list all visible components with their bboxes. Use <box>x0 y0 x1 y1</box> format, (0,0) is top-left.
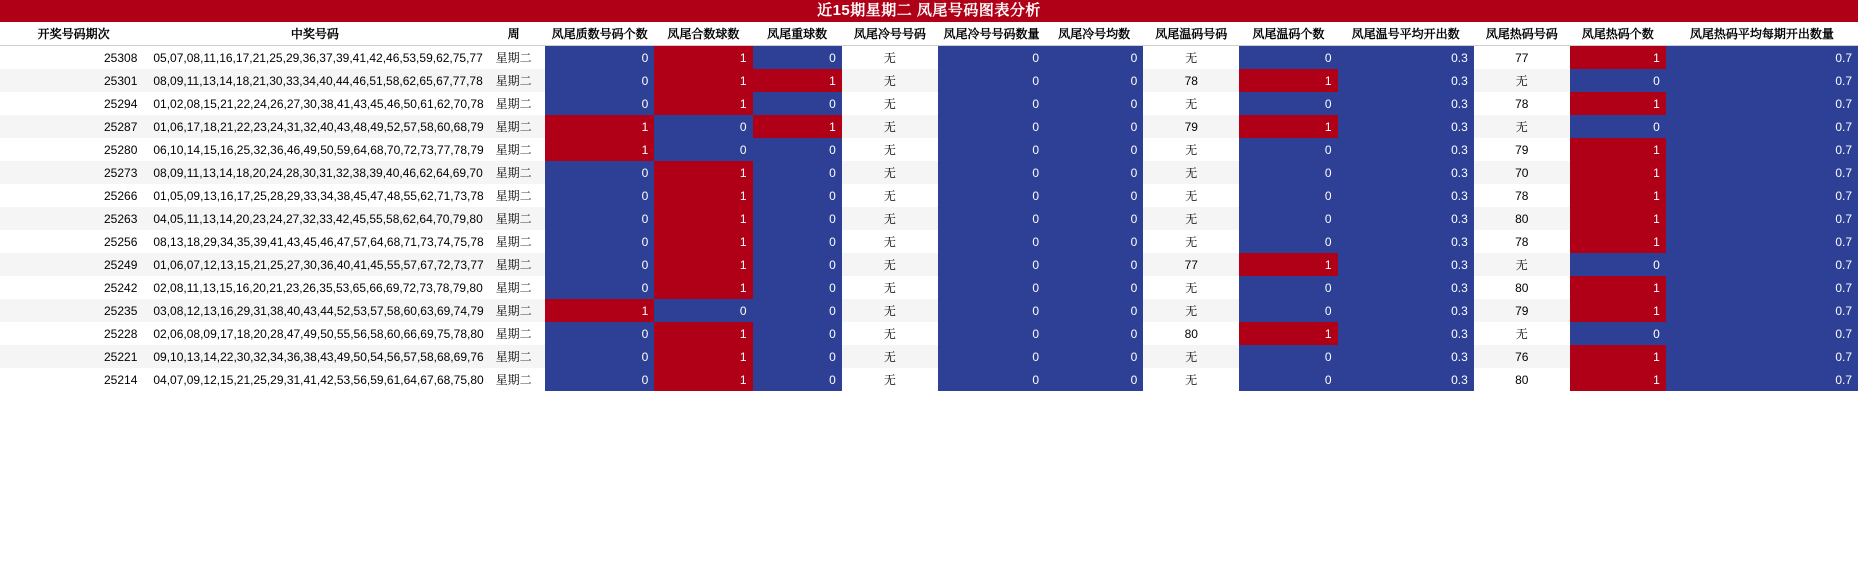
cell-cold-average: 0 <box>1045 276 1143 299</box>
cell-hot-number: 78 <box>1474 184 1570 207</box>
cell-cold-count: 0 <box>938 345 1045 368</box>
cell-composite-count: 1 <box>654 230 752 253</box>
cell-issue: 25301 <box>0 69 147 92</box>
cell-hot-average: 0.7 <box>1666 115 1858 138</box>
cell-composite-count: 1 <box>654 207 752 230</box>
cell-cold-average: 0 <box>1045 368 1143 391</box>
cell-winning-numbers: 08,13,18,29,34,35,39,41,43,45,46,47,57,64,68,71,73,74,75,78 <box>147 230 482 253</box>
header-row <box>0 22 1858 46</box>
cell-prime-count: 0 <box>545 207 654 230</box>
cell-warm-average: 0.3 <box>1338 322 1474 345</box>
cell-hot-count: 0 <box>1570 322 1666 345</box>
page-title: 近15期星期二 凤尾号码图表分析 <box>0 0 1858 22</box>
cell-prime-count: 1 <box>545 115 654 138</box>
cell-week: 星期二 <box>482 46 545 70</box>
cell-hot-average: 0.7 <box>1666 161 1858 184</box>
cell-hot-number: 78 <box>1474 92 1570 115</box>
cell-cold-count: 0 <box>938 299 1045 322</box>
cell-cold-count: 0 <box>938 276 1045 299</box>
cell-cold-number: 无 <box>842 115 938 138</box>
cell-winning-numbers: 04,05,11,13,14,20,23,24,27,32,33,42,45,55,58,62,64,70,79,80 <box>147 207 482 230</box>
col-repeat-count: 凤尾重球数 <box>753 22 842 46</box>
table-row <box>0 138 1858 161</box>
cell-composite-count: 1 <box>654 253 752 276</box>
col-prime-count: 凤尾质数号码个数 <box>545 22 654 46</box>
cell-hot-count: 1 <box>1570 138 1666 161</box>
cell-cold-number: 无 <box>842 253 938 276</box>
cell-prime-count: 0 <box>545 161 654 184</box>
cell-cold-number: 无 <box>842 299 938 322</box>
cell-issue: 25287 <box>0 115 147 138</box>
cell-composite-count: 1 <box>654 46 752 70</box>
cell-warm-average: 0.3 <box>1338 115 1474 138</box>
table-row <box>0 276 1858 299</box>
cell-prime-count: 0 <box>545 253 654 276</box>
cell-cold-count: 0 <box>938 253 1045 276</box>
cell-warm-number: 无 <box>1143 161 1239 184</box>
cell-warm-count: 0 <box>1239 92 1337 115</box>
cell-hot-average: 0.7 <box>1666 322 1858 345</box>
cell-warm-average: 0.3 <box>1338 69 1474 92</box>
cell-warm-average: 0.3 <box>1338 207 1474 230</box>
cell-winning-numbers: 01,05,09,13,16,17,25,28,29,33,34,38,45,47,48,55,62,71,73,78 <box>147 184 482 207</box>
cell-prime-count: 0 <box>545 345 654 368</box>
cell-prime-count: 0 <box>545 322 654 345</box>
lottery-analysis-table <box>0 22 1858 391</box>
cell-warm-average: 0.3 <box>1338 138 1474 161</box>
cell-cold-count: 0 <box>938 184 1045 207</box>
cell-hot-count: 1 <box>1570 230 1666 253</box>
cell-issue: 25280 <box>0 138 147 161</box>
cell-warm-average: 0.3 <box>1338 299 1474 322</box>
cell-week: 星期二 <box>482 368 545 391</box>
cell-hot-count: 1 <box>1570 299 1666 322</box>
cell-hot-average: 0.7 <box>1666 276 1858 299</box>
cell-week: 星期二 <box>482 184 545 207</box>
cell-week: 星期二 <box>482 138 545 161</box>
cell-cold-number: 无 <box>842 69 938 92</box>
cell-cold-count: 0 <box>938 138 1045 161</box>
cell-repeat-count: 1 <box>753 69 842 92</box>
col-cold-average: 凤尾冷号均数 <box>1045 22 1143 46</box>
cell-composite-count: 1 <box>654 92 752 115</box>
cell-week: 星期二 <box>482 299 545 322</box>
table-row <box>0 46 1858 70</box>
cell-hot-number: 无 <box>1474 322 1570 345</box>
cell-week: 星期二 <box>482 345 545 368</box>
cell-issue: 25266 <box>0 184 147 207</box>
cell-warm-average: 0.3 <box>1338 253 1474 276</box>
cell-issue: 25214 <box>0 368 147 391</box>
table-row <box>0 368 1858 391</box>
table-row <box>0 322 1858 345</box>
table-row <box>0 69 1858 92</box>
cell-warm-number: 无 <box>1143 230 1239 253</box>
cell-warm-number: 无 <box>1143 46 1239 70</box>
cell-warm-average: 0.3 <box>1338 46 1474 70</box>
cell-warm-number: 78 <box>1143 69 1239 92</box>
cell-cold-number: 无 <box>842 184 938 207</box>
cell-prime-count: 0 <box>545 368 654 391</box>
cell-hot-count: 1 <box>1570 276 1666 299</box>
cell-cold-count: 0 <box>938 92 1045 115</box>
cell-repeat-count: 0 <box>753 207 842 230</box>
cell-winning-numbers: 01,02,08,15,21,22,24,26,27,30,38,41,43,45,46,50,61,62,70,78 <box>147 92 482 115</box>
cell-composite-count: 1 <box>654 161 752 184</box>
cell-composite-count: 0 <box>654 115 752 138</box>
cell-cold-average: 0 <box>1045 115 1143 138</box>
cell-winning-numbers: 03,08,12,13,16,29,31,38,40,43,44,52,53,57,58,60,63,69,74,79 <box>147 299 482 322</box>
table-row <box>0 230 1858 253</box>
cell-hot-count: 1 <box>1570 207 1666 230</box>
cell-week: 星期二 <box>482 322 545 345</box>
cell-prime-count: 0 <box>545 184 654 207</box>
cell-hot-average: 0.7 <box>1666 92 1858 115</box>
cell-week: 星期二 <box>482 207 545 230</box>
cell-warm-count: 1 <box>1239 253 1337 276</box>
cell-repeat-count: 0 <box>753 230 842 253</box>
cell-cold-number: 无 <box>842 276 938 299</box>
col-winning-numbers: 中奖号码 <box>147 22 482 46</box>
table-row <box>0 115 1858 138</box>
table-row <box>0 161 1858 184</box>
table-header <box>0 22 1858 46</box>
cell-week: 星期二 <box>482 92 545 115</box>
cell-hot-average: 0.7 <box>1666 345 1858 368</box>
cell-hot-number: 79 <box>1474 299 1570 322</box>
cell-warm-average: 0.3 <box>1338 92 1474 115</box>
cell-prime-count: 0 <box>545 230 654 253</box>
cell-issue: 25249 <box>0 253 147 276</box>
col-hot-number: 凤尾热码号码 <box>1474 22 1570 46</box>
cell-cold-count: 0 <box>938 46 1045 70</box>
cell-cold-count: 0 <box>938 69 1045 92</box>
cell-repeat-count: 1 <box>753 115 842 138</box>
cell-prime-count: 0 <box>545 92 654 115</box>
cell-week: 星期二 <box>482 276 545 299</box>
cell-issue: 25228 <box>0 322 147 345</box>
cell-hot-average: 0.7 <box>1666 184 1858 207</box>
cell-hot-number: 79 <box>1474 138 1570 161</box>
cell-warm-count: 0 <box>1239 46 1337 70</box>
cell-hot-number: 76 <box>1474 345 1570 368</box>
cell-warm-number: 无 <box>1143 138 1239 161</box>
cell-warm-count: 1 <box>1239 115 1337 138</box>
cell-cold-number: 无 <box>842 138 938 161</box>
table-row <box>0 299 1858 322</box>
cell-warm-count: 0 <box>1239 368 1337 391</box>
cell-cold-average: 0 <box>1045 345 1143 368</box>
table-row <box>0 253 1858 276</box>
cell-issue: 25235 <box>0 299 147 322</box>
cell-winning-numbers: 08,09,11,13,14,18,20,24,28,30,31,32,38,39,40,46,62,64,69,70 <box>147 161 482 184</box>
cell-warm-number: 无 <box>1143 276 1239 299</box>
cell-hot-average: 0.7 <box>1666 207 1858 230</box>
cell-warm-count: 0 <box>1239 138 1337 161</box>
cell-warm-average: 0.3 <box>1338 230 1474 253</box>
cell-week: 星期二 <box>482 161 545 184</box>
cell-hot-average: 0.7 <box>1666 253 1858 276</box>
cell-cold-count: 0 <box>938 161 1045 184</box>
cell-warm-number: 80 <box>1143 322 1239 345</box>
cell-hot-count: 1 <box>1570 345 1666 368</box>
cell-hot-number: 70 <box>1474 161 1570 184</box>
cell-prime-count: 0 <box>545 69 654 92</box>
cell-composite-count: 1 <box>654 69 752 92</box>
cell-issue: 25263 <box>0 207 147 230</box>
cell-cold-average: 0 <box>1045 184 1143 207</box>
cell-cold-average: 0 <box>1045 253 1143 276</box>
cell-repeat-count: 0 <box>753 368 842 391</box>
cell-week: 星期二 <box>482 69 545 92</box>
cell-hot-average: 0.7 <box>1666 299 1858 322</box>
cell-hot-number: 78 <box>1474 230 1570 253</box>
cell-issue: 25308 <box>0 46 147 70</box>
cell-warm-number: 无 <box>1143 92 1239 115</box>
col-warm-average: 凤尾温号平均开出数 <box>1338 22 1474 46</box>
table-row <box>0 184 1858 207</box>
cell-cold-average: 0 <box>1045 92 1143 115</box>
cell-hot-count: 1 <box>1570 184 1666 207</box>
cell-hot-count: 1 <box>1570 92 1666 115</box>
cell-warm-number: 无 <box>1143 207 1239 230</box>
cell-cold-average: 0 <box>1045 161 1143 184</box>
cell-issue: 25294 <box>0 92 147 115</box>
cell-hot-number: 77 <box>1474 46 1570 70</box>
cell-repeat-count: 0 <box>753 345 842 368</box>
cell-repeat-count: 0 <box>753 322 842 345</box>
cell-warm-number: 无 <box>1143 299 1239 322</box>
cell-prime-count: 0 <box>545 46 654 70</box>
cell-warm-number: 无 <box>1143 184 1239 207</box>
cell-cold-count: 0 <box>938 368 1045 391</box>
cell-hot-number: 80 <box>1474 276 1570 299</box>
cell-composite-count: 1 <box>654 322 752 345</box>
cell-repeat-count: 0 <box>753 161 842 184</box>
cell-cold-count: 0 <box>938 322 1045 345</box>
cell-repeat-count: 0 <box>753 253 842 276</box>
cell-cold-number: 无 <box>842 161 938 184</box>
cell-cold-average: 0 <box>1045 322 1143 345</box>
cell-cold-count: 0 <box>938 115 1045 138</box>
cell-warm-average: 0.3 <box>1338 161 1474 184</box>
cell-hot-count: 1 <box>1570 368 1666 391</box>
cell-repeat-count: 0 <box>753 46 842 70</box>
col-hot-average: 凤尾热码平均每期开出数量 <box>1666 22 1858 46</box>
cell-cold-average: 0 <box>1045 207 1143 230</box>
cell-repeat-count: 0 <box>753 92 842 115</box>
cell-cold-average: 0 <box>1045 230 1143 253</box>
cell-winning-numbers: 01,06,17,18,21,22,23,24,31,32,40,43,48,49,52,57,58,60,68,79 <box>147 115 482 138</box>
table-body <box>0 46 1858 392</box>
cell-hot-average: 0.7 <box>1666 138 1858 161</box>
cell-winning-numbers: 06,10,14,15,16,25,32,36,46,49,50,59,64,68,70,72,73,77,78,79 <box>147 138 482 161</box>
cell-cold-count: 0 <box>938 230 1045 253</box>
cell-warm-count: 0 <box>1239 299 1337 322</box>
col-hot-count: 凤尾热码个数 <box>1570 22 1666 46</box>
cell-cold-number: 无 <box>842 230 938 253</box>
cell-warm-average: 0.3 <box>1338 276 1474 299</box>
cell-repeat-count: 0 <box>753 184 842 207</box>
cell-composite-count: 1 <box>654 276 752 299</box>
cell-warm-average: 0.3 <box>1338 345 1474 368</box>
cell-warm-number: 无 <box>1143 368 1239 391</box>
cell-repeat-count: 0 <box>753 138 842 161</box>
col-composite-count: 凤尾合数球数 <box>654 22 752 46</box>
cell-prime-count: 1 <box>545 138 654 161</box>
col-issue: 开奖号码期次 <box>0 22 147 46</box>
table-row <box>0 345 1858 368</box>
col-cold-number: 凤尾冷号号码 <box>842 22 938 46</box>
cell-composite-count: 1 <box>654 368 752 391</box>
cell-hot-average: 0.7 <box>1666 69 1858 92</box>
cell-cold-number: 无 <box>842 322 938 345</box>
cell-hot-number: 无 <box>1474 253 1570 276</box>
table-row <box>0 207 1858 230</box>
cell-winning-numbers: 08,09,11,13,14,18,21,30,33,34,40,44,46,51,58,62,65,67,77,78 <box>147 69 482 92</box>
cell-week: 星期二 <box>482 115 545 138</box>
cell-warm-count: 0 <box>1239 184 1337 207</box>
cell-warm-count: 0 <box>1239 230 1337 253</box>
cell-hot-number: 无 <box>1474 69 1570 92</box>
cell-cold-number: 无 <box>842 368 938 391</box>
cell-cold-average: 0 <box>1045 299 1143 322</box>
col-warm-count: 凤尾温码个数 <box>1239 22 1337 46</box>
cell-warm-number: 79 <box>1143 115 1239 138</box>
cell-warm-average: 0.3 <box>1338 368 1474 391</box>
cell-hot-number: 80 <box>1474 207 1570 230</box>
cell-cold-average: 0 <box>1045 138 1143 161</box>
cell-issue: 25256 <box>0 230 147 253</box>
cell-cold-count: 0 <box>938 207 1045 230</box>
table-row <box>0 92 1858 115</box>
cell-issue: 25273 <box>0 161 147 184</box>
cell-winning-numbers: 02,06,08,09,17,18,20,28,47,49,50,55,56,58,60,66,69,75,78,80 <box>147 322 482 345</box>
col-week: 周 <box>482 22 545 46</box>
cell-winning-numbers: 05,07,08,11,16,17,21,25,29,36,37,39,41,42,46,53,59,62,75,77 <box>147 46 482 70</box>
cell-warm-count: 0 <box>1239 345 1337 368</box>
cell-composite-count: 0 <box>654 299 752 322</box>
cell-warm-count: 0 <box>1239 161 1337 184</box>
cell-warm-count: 1 <box>1239 69 1337 92</box>
cell-cold-average: 0 <box>1045 46 1143 70</box>
cell-warm-number: 77 <box>1143 253 1239 276</box>
cell-cold-number: 无 <box>842 207 938 230</box>
cell-prime-count: 0 <box>545 276 654 299</box>
cell-cold-number: 无 <box>842 345 938 368</box>
cell-hot-count: 1 <box>1570 161 1666 184</box>
cell-composite-count: 1 <box>654 345 752 368</box>
cell-warm-count: 0 <box>1239 276 1337 299</box>
cell-winning-numbers: 02,08,11,13,15,16,20,21,23,26,35,53,65,66,69,72,73,78,79,80 <box>147 276 482 299</box>
cell-warm-number: 无 <box>1143 345 1239 368</box>
cell-cold-number: 无 <box>842 46 938 70</box>
cell-cold-number: 无 <box>842 92 938 115</box>
cell-composite-count: 1 <box>654 184 752 207</box>
cell-hot-number: 80 <box>1474 368 1570 391</box>
cell-hot-average: 0.7 <box>1666 230 1858 253</box>
cell-issue: 25242 <box>0 276 147 299</box>
cell-prime-count: 1 <box>545 299 654 322</box>
cell-week: 星期二 <box>482 253 545 276</box>
cell-week: 星期二 <box>482 230 545 253</box>
cell-hot-number: 无 <box>1474 115 1570 138</box>
cell-composite-count: 0 <box>654 138 752 161</box>
cell-warm-count: 0 <box>1239 207 1337 230</box>
cell-warm-average: 0.3 <box>1338 184 1474 207</box>
cell-winning-numbers: 04,07,09,12,15,21,25,29,31,41,42,53,56,59,61,64,67,68,75,80 <box>147 368 482 391</box>
col-cold-count: 凤尾冷号号码数量 <box>938 22 1045 46</box>
cell-hot-average: 0.7 <box>1666 368 1858 391</box>
cell-hot-count: 1 <box>1570 46 1666 70</box>
cell-issue: 25221 <box>0 345 147 368</box>
cell-repeat-count: 0 <box>753 299 842 322</box>
cell-hot-count: 0 <box>1570 253 1666 276</box>
col-warm-number: 凤尾温码号码 <box>1143 22 1239 46</box>
cell-hot-count: 0 <box>1570 69 1666 92</box>
cell-winning-numbers: 01,06,07,12,13,15,21,25,27,30,36,40,41,45,55,57,67,72,73,77 <box>147 253 482 276</box>
cell-hot-average: 0.7 <box>1666 46 1858 70</box>
cell-warm-count: 1 <box>1239 322 1337 345</box>
cell-hot-count: 0 <box>1570 115 1666 138</box>
cell-cold-average: 0 <box>1045 69 1143 92</box>
cell-winning-numbers: 09,10,13,14,22,30,32,34,36,38,43,49,50,54,56,57,58,68,69,76 <box>147 345 482 368</box>
cell-repeat-count: 0 <box>753 276 842 299</box>
